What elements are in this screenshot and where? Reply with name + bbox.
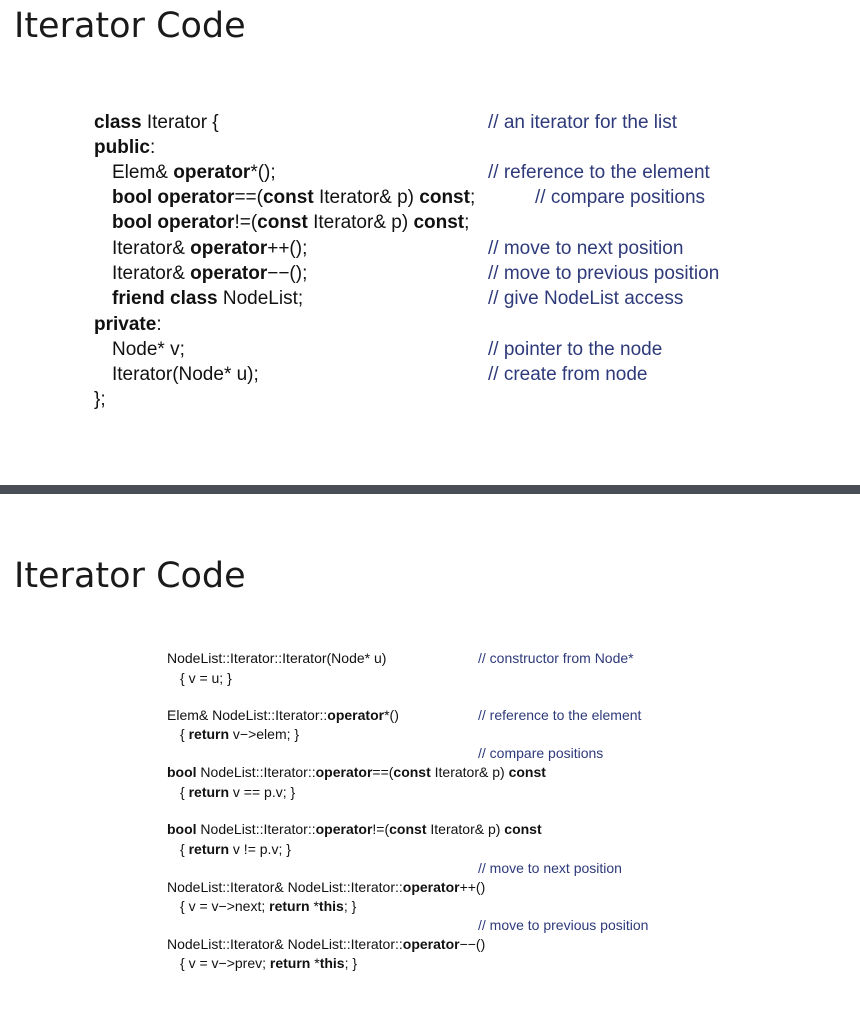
code-line: bool NodeList::Iterator::operator==(const Iterator& p) const <box>167 764 546 780</box>
slide-1 <box>0 0 860 482</box>
slide-divider <box>0 482 860 496</box>
code-line: bool operator==(const Iterator& p) const; <box>112 187 476 208</box>
code-line: { return v == p.v; } <box>180 784 296 800</box>
code-comment: // an iterator for the list <box>488 112 678 133</box>
code-comment: // compare positions <box>478 745 604 761</box>
code-line: bool operator!=(const Iterator& p) const; <box>112 212 470 233</box>
code-line: Elem& NodeList::Iterator::operator*() <box>167 707 399 723</box>
code-comment: // give NodeList access <box>488 288 684 309</box>
code-line: private: <box>94 314 162 335</box>
slide-title: Iterator Code <box>14 6 246 46</box>
code-line: { v = u; } <box>180 670 232 686</box>
code-line: public: <box>94 137 156 158</box>
code-line: Iterator& operator++(); <box>112 238 308 259</box>
code-line: bool NodeList::Iterator::operator!=(const Iterator& p) const <box>167 821 542 837</box>
code-line: NodeList::Iterator& NodeList::Iterator::operator++() <box>167 879 486 895</box>
code-line: { return v != p.v; } <box>180 841 291 857</box>
slide-2 <box>0 496 860 1024</box>
code-line: friend class NodeList; <box>112 288 304 309</box>
code-comment: // constructor from Node* <box>478 650 634 666</box>
code-comment: // move to previous position <box>478 917 649 933</box>
code-comment: // move to next position <box>488 238 684 259</box>
code-comment: // pointer to the node <box>488 339 663 360</box>
code-comment: // reference to the element <box>488 162 710 183</box>
code-comment: // compare positions <box>535 187 706 208</box>
code-line: NodeList::Iterator::Iterator(Node* u) <box>167 650 387 666</box>
code-comment: // move to next position <box>478 860 622 876</box>
code-line: class Iterator { <box>94 112 219 133</box>
code-line: }; <box>94 389 106 410</box>
code-line: Iterator(Node* u); <box>112 364 259 385</box>
code-line: NodeList::Iterator& NodeList::Iterator::operator−−() <box>167 936 486 952</box>
code-line: Elem& operator*(); <box>112 162 276 183</box>
code-comment: // create from node <box>488 364 648 385</box>
code-comment: // reference to the element <box>478 707 642 723</box>
code-line: { return v−>elem; } <box>180 726 300 742</box>
code-block <box>0 0 860 482</box>
code-line: Node* v; <box>112 339 185 360</box>
slide-title: Iterator Code <box>14 556 246 596</box>
code-comment: // move to previous position <box>488 263 720 284</box>
code-block <box>0 496 860 1024</box>
code-line: { v = v−>next; return *this; } <box>180 898 357 914</box>
code-line: Iterator& operator−−(); <box>112 263 308 284</box>
code-line: { v = v−>prev; return *this; } <box>180 955 358 971</box>
